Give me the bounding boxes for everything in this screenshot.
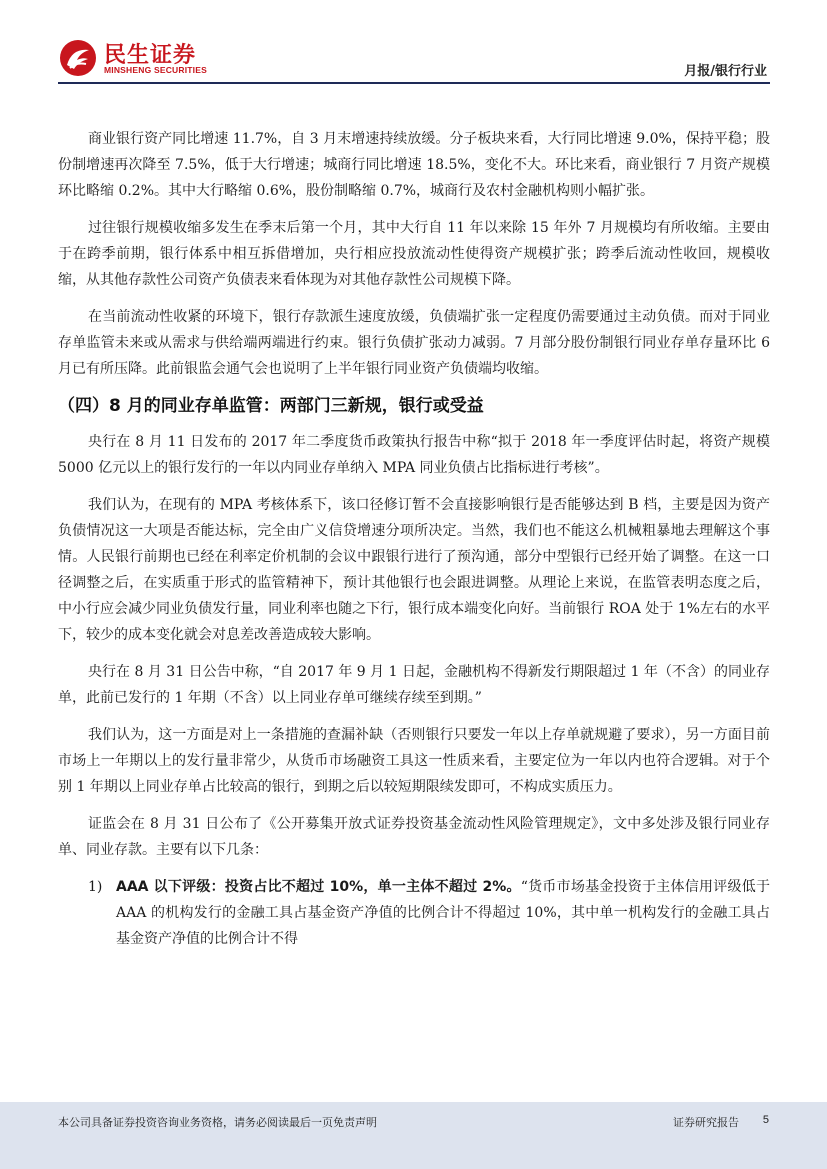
list-body: “货币市场基金投资于主体信用评级低于 AAA 的机构发行的金融工具占基金资产净值的比例合计不得超过 10%，其中单一机构发行的金融工具占基金资产净值的比例合计不得 bbox=[116, 879, 771, 947]
paragraph-analysis-2: 我们认为，这一方面是对上一条措施的查漏补缺（否则银行只要发一年以上存单就规避了要求），另一方面目前市场上一年期以上的发行量非常少，从货币市场融资工具这一性质来看，主要定位为一年以内也符合逻辑。对于个别 1 年期以上同业存单占比较高的银行，到期之后以较短期限续发即可，不构成实质压力。 bbox=[58, 727, 770, 795]
page-header bbox=[0, 0, 827, 80]
header-divider bbox=[58, 82, 770, 84]
list-number: 1) bbox=[88, 879, 103, 895]
minsheng-logo-icon bbox=[58, 38, 98, 78]
section-heading: （四）8 月的同业存单监管：两部门三新规，银行或受益 bbox=[58, 396, 484, 416]
footer-disclaimer: 本公司具备证券投资咨询业务资格，请务必阅读最后一页免责声明 bbox=[58, 1116, 377, 1129]
logo-english-name: MINSHENG SECURITIES bbox=[104, 65, 207, 75]
page-footer bbox=[0, 1102, 827, 1169]
report-body bbox=[58, 126, 770, 952]
paragraph-asset-growth: 商业银行资产同比增速 11.7%，自 3 月末增速持续放缓。分子板块来看，大行同比增速 9.0%，保持平稳；股份制增速再次降至 7.5%，低于大行增速；城商行同比增速 18.5%，变化不大。环比来看，商业银行 7 月资产规模环比略缩 0.2%。其中大行略缩 0.6%，股份制略缩 0.7%，城商行及农村金融机构则小幅扩张。 bbox=[58, 131, 770, 199]
paragraph-liquidity: 在当前流动性收紧的环境下，银行存款派生速度放缓，负债端扩张一定程度仍需要通过主动负债。而对于同业存单监管未来或从需求与供给端两端进行约束。银行负债扩张动力减弱。7 月部分股份制银行同业存单存量环比 6 月已有所压降。此前银监会通气会也说明了上半年银行同业资产负债端均收缩。 bbox=[58, 309, 770, 377]
paragraph-pboc-announcement: 央行在 8 月 31 日公告中称，“自 2017 年 9 月 1 日起，金融机构不得新发行期限超过 1 年（不含）的同业存单，此前已发行的 1 年期（不含）以上同业存单可继续存续至到期。” bbox=[58, 664, 770, 706]
logo-chinese-name: 民生证券 bbox=[104, 43, 197, 68]
company-logo bbox=[58, 38, 218, 78]
paragraph-csrc-rules: 证监会在 8 月 31 日公布了《公开募集开放式证券投资基金流动性风险管理规定》，文中多处涉及银行同业存单、同业存款。主要有以下几条： bbox=[58, 816, 770, 858]
page-number: 5 bbox=[762, 1114, 769, 1126]
paragraph-scale-contraction: 过往银行规模收缩多发生在季末后第一个月，其中大行自 11 年以来除 15 年外 7 月规模均有所收缩。主要由于在跨季前期，银行体系中相互拆借增加，央行相应投放流动性使得资产规模扩张；跨季后流动性收回，规模收缩，从其他存款性公司资产负债表来看体现为对其他存款性公司规模下降。 bbox=[58, 220, 770, 288]
paragraph-pboc-report: 央行在 8 月 11 日发布的 2017 年二季度货币政策执行报告中称“拟于 2018 年一季度评估时起，将资产规模 5000 亿元以上的银行发行的一年以内同业存单纳入 MPA 同业负债占比指标进行考核”。 bbox=[58, 434, 770, 476]
footer-doc-type: 证券研究报告 bbox=[673, 1116, 739, 1129]
list-bold-lead: AAA 以下评级：投资占比不超过 10%，单一主体不超过 2%。 bbox=[116, 879, 521, 895]
paragraph-mpa-analysis: 我们认为，在现有的 MPA 考核体系下，该口径修订暂不会直接影响银行是否能够达到 B 档，主要是因为资产负债情况这一大项是否能达标，完全由广义信贷增速分项所决定。当然，我们也不能这么机械粗暴地去理解这个事情。人民银行前期也已经在利率定价机制的会议中跟银行进行了预沟通，部分中型银行已经开始了调整。在这一口径调整之后，在实质重于形式的监管精神下，预计其他银行也会跟进调整。从理论上来说，在监管表明态度之后，中小行应会减少同业负债发行量，同业利率也随之下行，银行成本端变化向好。当前银行 ROA 处于 1%左右的水平下，较少的成本变化就会对息差改善造成较大影响。 bbox=[58, 497, 770, 643]
report-type: 月报/银行行业 bbox=[684, 64, 767, 79]
list-item bbox=[58, 874, 770, 952]
list-text bbox=[116, 874, 770, 952]
